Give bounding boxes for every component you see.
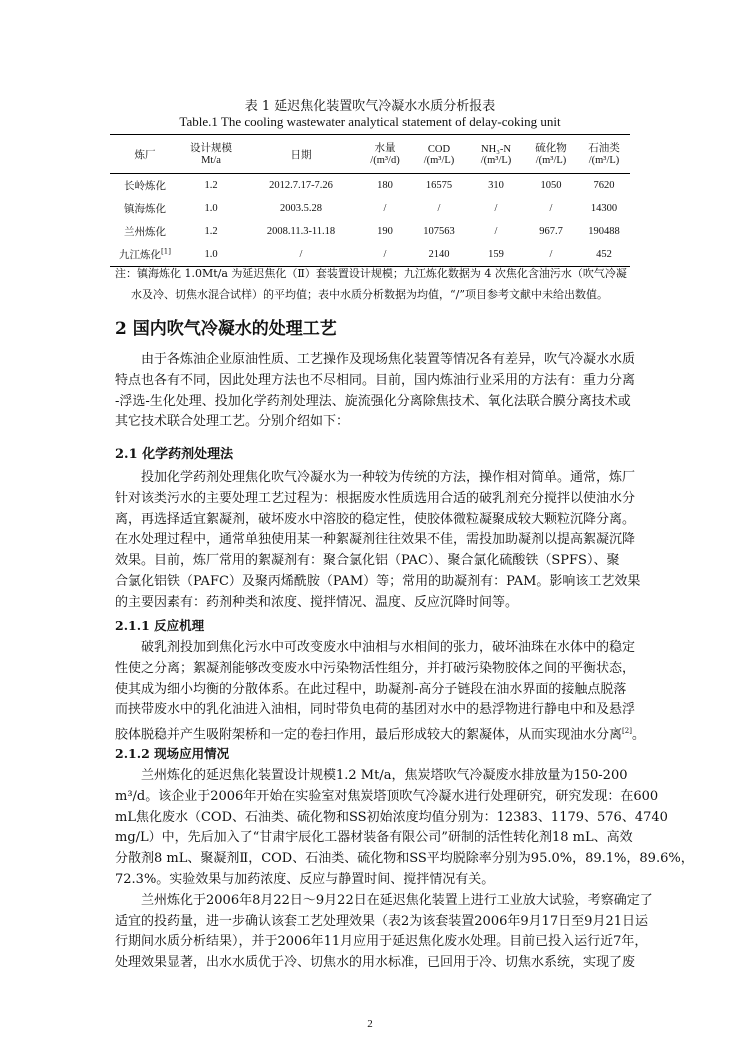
paragraph-line: -浮选-生化处理、投加化学药剂处理法、旋流强化分离除焦技术、氧化法联合膜分离技术或: [115, 393, 631, 409]
paragraph-line: 兰州炼化的延迟焦化装置设计规模1.2 Mt/a，焦炭塔吹气冷凝废水排放量为150-200: [141, 768, 628, 783]
cell-capacity: 1.0: [204, 203, 218, 214]
paragraph-line: 其它技术联合处理工艺。分别介绍如下：: [115, 414, 350, 430]
cell-cod: 2140: [410, 243, 468, 267]
table-caption-english: Table.1 The cooling wastewater analytical statement of delay-coking unit: [179, 114, 561, 129]
cell-cod: /: [437, 203, 441, 214]
paragraph-line: m³/d。该企业于2006年开始在实验室对焦炭塔顶吹气冷凝水进行处理研究，研究发现：在600: [115, 788, 659, 804]
cell-plant: 镇海炼化: [124, 203, 166, 215]
header-cod: COD: [410, 135, 468, 156]
unit-water: /(m³/d): [360, 155, 410, 174]
cell-date: 2012.7.17-7.26: [269, 180, 333, 191]
cell-water: 180: [377, 180, 393, 191]
paragraph-line: 的主要因素有：药剂种类和浓度、搅拌情况、温度、反应沉降时间等。: [115, 594, 519, 610]
cell-sulfide: /: [524, 243, 578, 267]
table-unit-row: [110, 155, 630, 174]
water-quality-table: [110, 134, 630, 267]
page-number: 2: [367, 1018, 373, 1030]
paragraph-line: 性使之分离；絮凝剂能够改变废水中污染物活性组分，并打破污染物胶体之间的平衡状态，: [115, 660, 636, 676]
cell-oil: 7620: [593, 180, 615, 191]
cell-date: 2008.11.3-11.18: [266, 226, 336, 237]
paragraph-line: 72.3%。实验效果与加药浓度、反应与静置时间、搅拌情况有关。: [115, 871, 495, 887]
paragraph-line: 分散剂8 mL、聚凝剂Ⅱ，COD、石油类、硫化物和SS平均脱除率分别为95.0%，89.1%，89.6%，: [115, 851, 694, 867]
paragraph-line: 使其成为细小均衡的分散体系。在此过程中，助凝剂-高分子链段在油水界面的接触点脱落: [115, 681, 627, 697]
cell-capacity: 1.2: [204, 226, 218, 237]
unit-nh3: /(m³/L): [468, 155, 524, 174]
cell-cod: 16575: [425, 180, 453, 191]
paragraph-line: 处理效果显著，出水水质优于冷、切焦水的用水标准，已回用于冷、切焦水系统，实现了废: [115, 955, 636, 971]
subsubsection-heading: 2.1.1 反应机理: [115, 618, 205, 633]
paragraph-line: 由于各炼油企业原油性质、工艺操作及现场焦化装置等情况各有差异，吹气冷凝水水质: [141, 352, 636, 367]
unit-sulfide: /(m³/L): [524, 155, 578, 174]
paragraph-line: 破乳剂投加到焦化污水中可改变废水中油相与水相间的张力，破坏油珠在水体中的稳定: [141, 640, 636, 655]
paragraph-line: 而挟带废水中的乳化油进入油相，同时带负电荷的基团对水中的悬浮物进行静电中和及悬浮: [115, 702, 636, 718]
cell-capacity: 1.0: [180, 243, 242, 267]
paragraph-line: 针对该类污水的主要处理工艺过程为：根据废水性质选用合适的破乳剂充分搅拌以使油水分: [115, 490, 636, 506]
paragraph-line: 行期间水质分析结果），并于2006年11月应用于延迟焦化废水处理。目前已投入运行近7年，: [115, 934, 648, 950]
cell-nh3: 310: [488, 180, 504, 191]
table-note-line: 注：镇海炼化 1.0Mt/a 为延迟焦化（Ⅱ）套装置设计规模；九江炼化数据为 4 次焦化含油污水（吹气冷凝: [115, 267, 627, 280]
paragraph: [115, 468, 641, 614]
header-oil: 石油类: [578, 135, 630, 156]
paragraph: [115, 638, 645, 746]
cell-nh3: /: [494, 203, 498, 214]
cell-oil: 190488: [588, 226, 620, 237]
table-row: [110, 197, 630, 220]
header-date: 日期: [242, 135, 360, 174]
table-header-row: [110, 135, 630, 156]
unit-cod: /(m³/L): [410, 155, 468, 174]
paragraph-line: mg/L）中，先后加入了“甘肃宇辰化工器材装备有限公司”研制的活性转化剂18 mL、高效: [115, 830, 633, 846]
cell-sulfide: 967.7: [539, 226, 563, 237]
cell-capacity: 1.2: [204, 180, 218, 191]
header-plant: 炼厂: [110, 135, 180, 174]
paragraph-line: 合氯化铝铁（PAFC）及聚丙烯酰胺（PAM）等；常用的助凝剂有：PAM。影响该工艺效果: [115, 573, 641, 589]
table-row: [110, 220, 630, 243]
paragraph-line: 投加化学药剂处理焦化吹气冷凝水为一种较为传统的方法，操作相对简单。通常，炼厂: [141, 470, 636, 485]
table-caption-chinese: 表 1 延迟焦化装置吹气冷凝水水质分析报表: [244, 99, 496, 114]
header-nh3: NH₃-N: [468, 135, 524, 156]
cell-plant: 九江炼化[1]: [110, 243, 180, 267]
cell-plant: 长岭炼化: [124, 180, 166, 192]
table-note-line: 水及冷、切焦水混合试样）的平均值；表中水质分析数据为均值，“/”项目参考文献中未给出数值。: [131, 288, 608, 301]
paragraph-line: 胶体脱稳并产生吸附架桥和一定的卷扫作用，最后形成较大的絮凝体，从而实现油水分离[2]。: [115, 727, 645, 743]
unit-capacity: Mt/a: [180, 155, 242, 174]
cell-water: /: [383, 203, 387, 214]
cell-sulfide: 1050: [540, 180, 562, 191]
table-note: [115, 263, 635, 305]
paragraph-line: 效果。目前，炼厂常用的絮凝剂有：聚合氯化铝（PAC）、聚合氯化硫酸铁（SPFS）、聚: [115, 553, 620, 569]
cell-nh3: /: [494, 226, 498, 237]
paragraph-line: 离，再选择适宜絮凝剂，破坏废水中溶胶的稳定性，使胶体微粒凝聚成较大颗粒沉降分离。: [115, 511, 636, 527]
paragraph-line: mL焦化废水（COD、石油类、硫化物和SS初始浓度均值分别为：12383、1179、576、4740: [115, 809, 668, 825]
paragraph-line: 适宜的投药量，进一步确认该套工艺处理效果（表2为该套装置2006年9月17日至9月21日运: [115, 913, 648, 929]
cell-water: /: [360, 243, 410, 267]
citation-ref: [1]: [161, 247, 171, 256]
cell-sulfide: /: [549, 203, 553, 214]
cell-oil: 14300: [590, 203, 618, 214]
section-heading: 2 国内吹气冷凝水的处理工艺: [115, 319, 337, 339]
header-sulfide: 硫化物: [524, 135, 578, 156]
cell-date: /: [242, 243, 360, 267]
cell-oil: 452: [578, 243, 630, 267]
header-water: 水量: [360, 135, 410, 156]
paragraph-line: 兰州炼化于2006年8月22日～9月22日在延迟焦化装置上进行工业放大试验，考察确定了: [141, 892, 653, 908]
paragraph: [115, 350, 635, 433]
header-capacity: 设计规模: [180, 135, 242, 156]
paragraph-line: 在水处理过程中，通常单独使用某一种絮凝剂往往效果不佳，需投加助凝剂以提高絮凝沉降: [115, 532, 636, 548]
subsubsection-heading: 2.1.2 现场应用情况: [115, 746, 230, 761]
paragraph: [115, 766, 694, 974]
subsection-heading: 2.1 化学药剂处理法: [115, 447, 234, 462]
cell-water: 190: [377, 226, 393, 237]
cell-date: 2003.5.28: [280, 203, 322, 214]
table-row: [110, 174, 630, 198]
cell-cod: 107563: [423, 226, 455, 237]
unit-oil: /(m³/L): [578, 155, 630, 174]
paragraph-line: 特点也各有不同，因此处理方法也不尽相同。目前，国内炼油行业采用的方法有：重力分离: [115, 372, 636, 388]
cell-nh3: 159: [468, 243, 524, 267]
cell-plant: 兰州炼化: [124, 226, 166, 238]
citation-ref: [2]: [622, 727, 632, 736]
